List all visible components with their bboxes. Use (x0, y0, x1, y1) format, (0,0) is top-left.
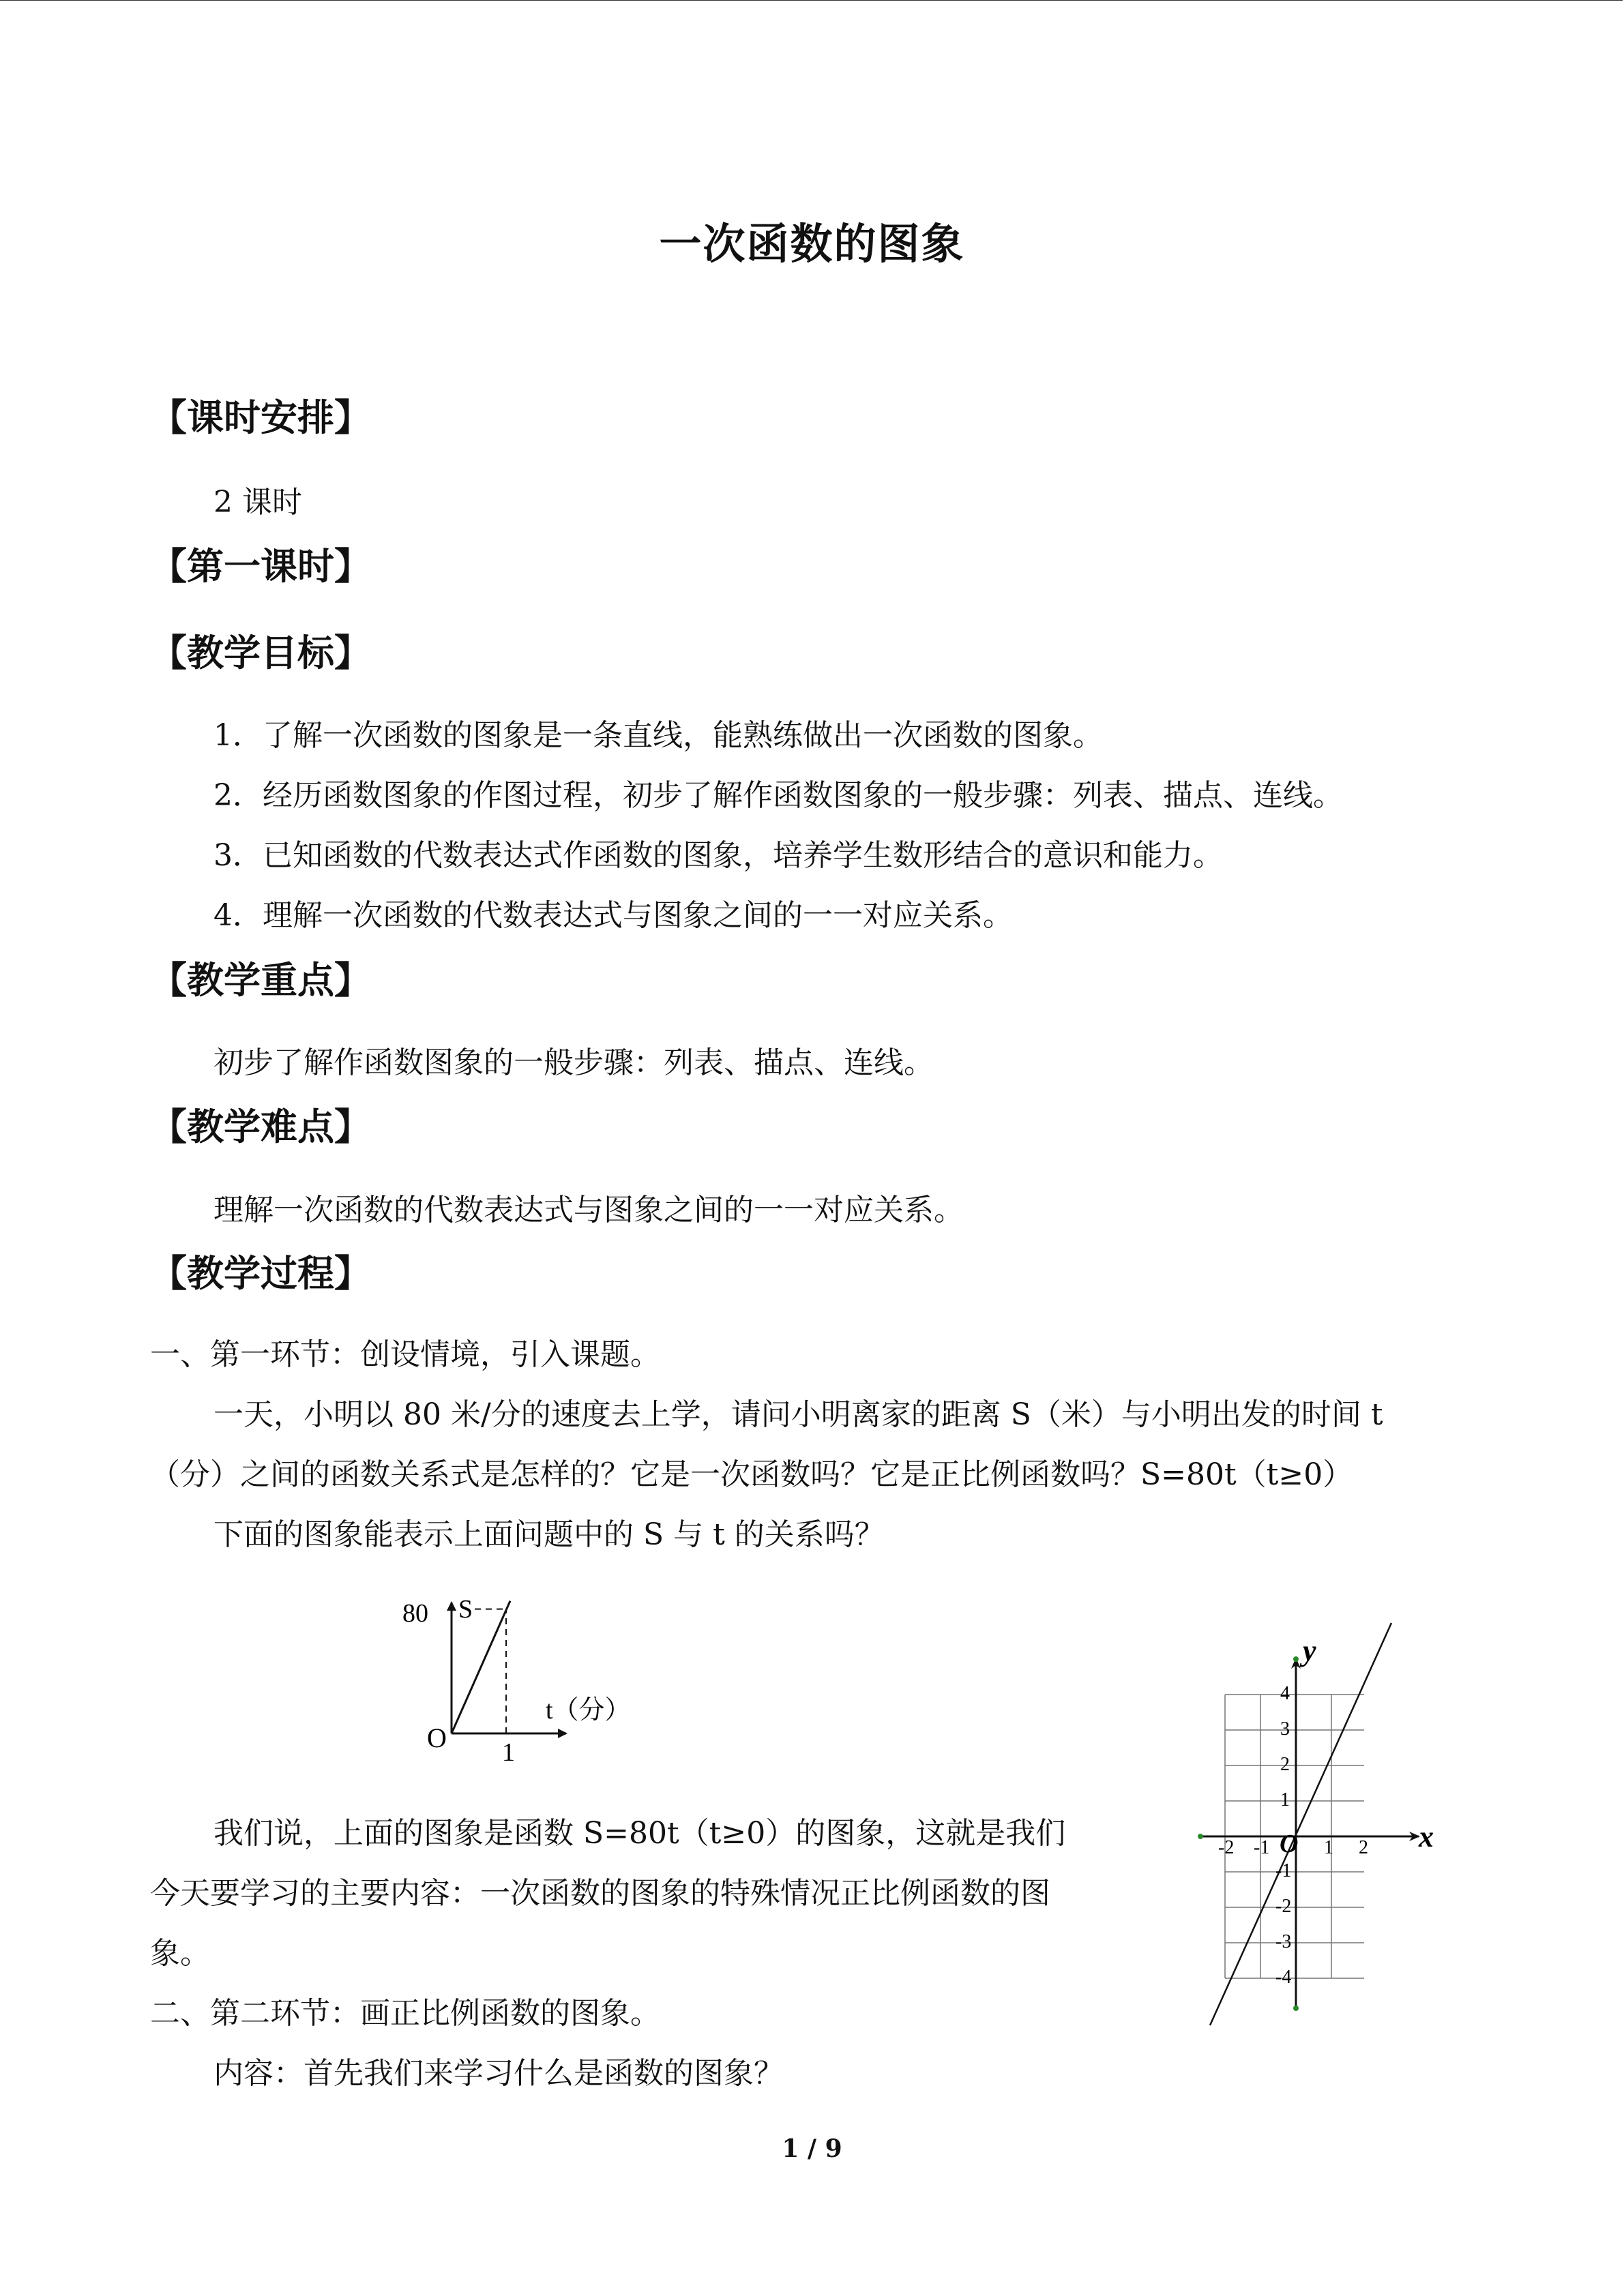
goal-item-1: 1．了解一次函数的图象是一条直线，能熟练做出一次函数的图象。 (213, 718, 1103, 753)
page-number: 1 / 9 (782, 2134, 842, 2163)
grid-x-label: x (1419, 1820, 1434, 1853)
figure-st-graph (382, 1589, 668, 1780)
difficulty-text: 理解一次函数的代数表达式与图象之间的一一对应关系。 (213, 1193, 964, 1227)
heading-process: 【教学过程】 (150, 1251, 371, 1295)
grid-y-tick-2: 2 (1280, 1754, 1290, 1775)
st-x-tick-1: 1 (502, 1738, 515, 1767)
st-y-tick-80: 80 (402, 1599, 428, 1628)
schedule-text: 2 课时 (213, 485, 302, 520)
grid-x-tick-neg2: -2 (1218, 1837, 1235, 1858)
document-title: 一次函数的图象 (659, 219, 965, 269)
goal-item-3: 3．已知函数的代数表达式作函数的图象，培养学生数形结合的意识和能力。 (213, 838, 1223, 873)
page-top-border (0, 0, 1623, 1)
grid-y-tick-4: 4 (1280, 1683, 1290, 1704)
step-two-heading: 二、第二环节：画正比例函数的图象。 (150, 1996, 660, 2031)
paragraph-1-line-1: 一天，小明以 80 米/分的速度去上学，请问小明离家的距离 S（米）与小明出发的时间 t (213, 1397, 1383, 1432)
heading-key-points: 【教学重点】 (150, 958, 371, 1002)
paragraph-4: 内容：首先我们来学习什么是函数的图象？ (213, 2056, 784, 2091)
grid-y-tick-neg2: -2 (1275, 1896, 1292, 1917)
heading-schedule: 【课时安排】 (150, 396, 371, 439)
grid-origin-label: O (1280, 1830, 1299, 1858)
grid-y-label: y (1303, 1634, 1316, 1667)
heading-difficulty: 【教学难点】 (150, 1105, 371, 1148)
grid-x-tick-2: 2 (1359, 1837, 1368, 1858)
st-origin-label: O (427, 1723, 447, 1753)
goal-item-4: 4．理解一次函数的代数表达式与图象之间的一一对应关系。 (213, 898, 1013, 933)
paragraph-2: 下面的图象能表示上面问题中的 S 与 t 的关系吗？ (213, 1517, 885, 1552)
st-y-axis-label: S (458, 1595, 473, 1624)
grid-line-graph (1210, 1623, 1391, 2025)
grid-y-tick-neg1: -1 (1275, 1860, 1292, 1881)
grid-y-tick-1: 1 (1280, 1789, 1290, 1810)
grid-y-tick-3: 3 (1280, 1718, 1290, 1740)
goal-item-2: 2．经历函数图象的作图过程，初步了解作函数图象的一般步骤：列表、描点、连线。 (213, 778, 1343, 813)
st-x-axis-label: t（分） (546, 1696, 631, 1725)
paragraph-3-line-1: 我们说，上面的图象是函数 S=80t（t≥0）的图象，这就是我们 (213, 1816, 1066, 1851)
grid-x-tick-1: 1 (1324, 1837, 1333, 1858)
key-points-text: 初步了解作函数图象的一般步骤：列表、描点、连线。 (213, 1045, 934, 1080)
paragraph-3-line-2: 今天要学习的主要内容：一次函数的图象的特殊情况正比例函数的图 (150, 1876, 1050, 1911)
grid-y-tick-neg3: -3 (1275, 1931, 1292, 1952)
heading-first-lesson: 【第一课时】 (150, 544, 371, 588)
y-axis-top-dot (1293, 1656, 1299, 1662)
figure-coordinate-grid (1187, 1616, 1460, 2032)
grid-x-tick-neg1: -1 (1254, 1837, 1270, 1858)
heading-goals: 【教学目标】 (150, 631, 371, 674)
paragraph-3-line-3: 象。 (150, 1936, 210, 1971)
grid-y-tick-neg4: -4 (1275, 1967, 1292, 1988)
paragraph-1-line-2: （分）之间的函数关系式是怎样的？它是一次函数吗？它是正比例函数吗？S=80t（t≥0） (150, 1457, 1353, 1492)
y-axis-end-dot (1293, 2006, 1299, 2011)
x-axis-end-dot (1198, 1834, 1203, 1839)
step-one-heading: 一、第一环节：创设情境，引入课题。 (150, 1337, 660, 1372)
